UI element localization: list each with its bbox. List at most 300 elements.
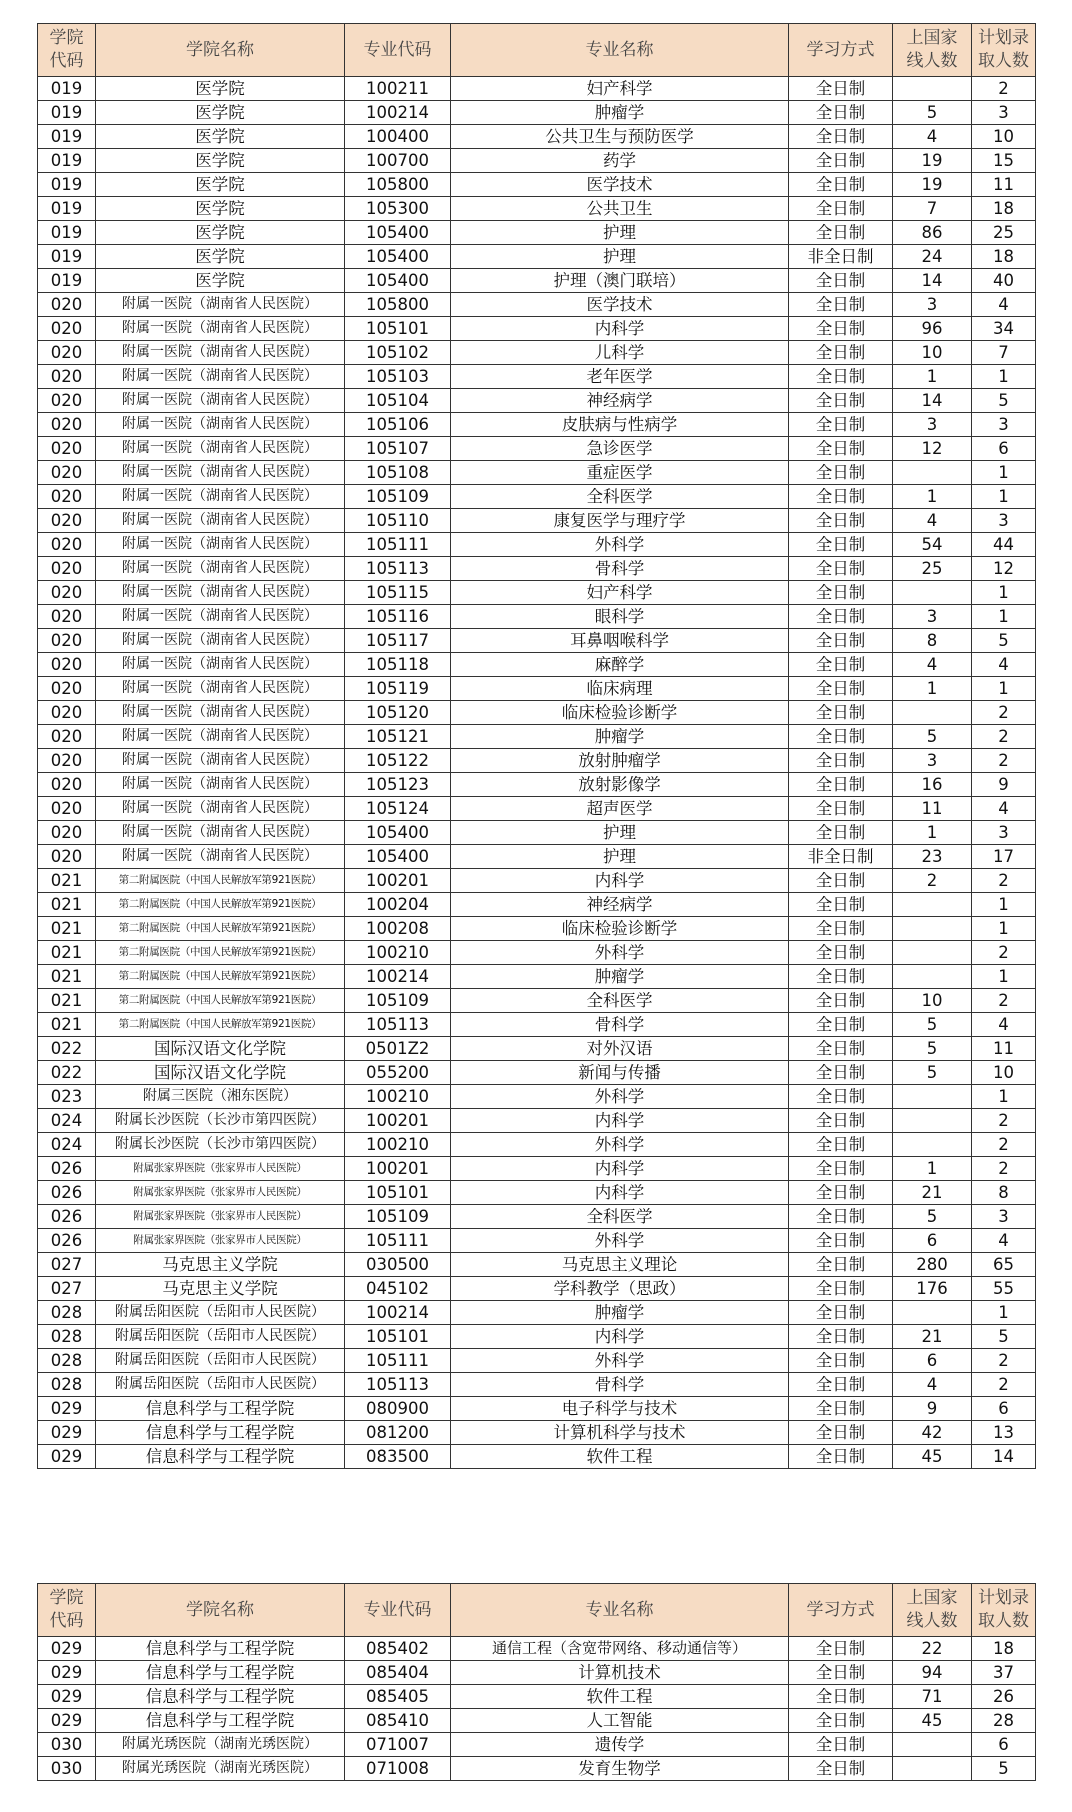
college-name-cell: 附属一医院（湖南省人民医院） <box>96 797 345 821</box>
qualified-count-cell: 22 <box>893 1637 972 1661</box>
plan-count-cell: 15 <box>972 149 1036 173</box>
college-name-cell: 附属一医院（湖南省人民医院） <box>96 749 345 773</box>
enrollment-table-1 <box>37 23 1036 1469</box>
major-code-cell: 105113 <box>345 1013 451 1037</box>
college-name-cell: 附属张家界医院（张家界市人民医院） <box>96 1229 345 1253</box>
college-name-cell: 附属张家界医院（张家界市人民医院） <box>96 1181 345 1205</box>
table-row <box>38 1685 1036 1709</box>
major-code-cell: 105118 <box>345 653 451 677</box>
study-mode-cell: 全日制 <box>789 101 893 125</box>
study-mode-cell: 全日制 <box>789 317 893 341</box>
header-code <box>38 24 96 77</box>
college-code-cell: 020 <box>38 797 96 821</box>
college-code-cell: 020 <box>38 629 96 653</box>
major-name-cell: 内科学 <box>451 317 789 341</box>
major-name-cell: 内科学 <box>451 1109 789 1133</box>
college-code-cell: 020 <box>38 341 96 365</box>
table-row <box>38 1013 1036 1037</box>
college-code-cell: 029 <box>38 1445 96 1469</box>
college-code-cell: 020 <box>38 701 96 725</box>
plan-count-cell: 3 <box>972 509 1036 533</box>
major-name-cell: 老年医学 <box>451 365 789 389</box>
plan-count-cell: 8 <box>972 1181 1036 1205</box>
major-code-cell: 105400 <box>345 245 451 269</box>
major-name-cell: 急诊医学 <box>451 437 789 461</box>
college-name-cell: 医学院 <box>96 149 345 173</box>
major-name-cell: 计算机科学与技术 <box>451 1421 789 1445</box>
major-name-cell: 放射肿瘤学 <box>451 749 789 773</box>
college-name-cell: 附属一医院（湖南省人民医院） <box>96 509 345 533</box>
college-code-cell: 021 <box>38 989 96 1013</box>
table-row <box>38 269 1036 293</box>
college-code-cell: 029 <box>38 1397 96 1421</box>
major-code-cell: 105111 <box>345 1229 451 1253</box>
qualified-count-cell: 3 <box>893 749 972 773</box>
major-code-cell: 105111 <box>345 533 451 557</box>
plan-count-cell: 44 <box>972 533 1036 557</box>
college-code-cell: 021 <box>38 917 96 941</box>
plan-count-cell: 1 <box>972 677 1036 701</box>
table-row <box>38 1037 1036 1061</box>
qualified-count-cell: 5 <box>893 1037 972 1061</box>
major-code-cell: 105104 <box>345 389 451 413</box>
college-code-cell: 029 <box>38 1685 96 1709</box>
study-mode-cell: 全日制 <box>789 1373 893 1397</box>
major-code-cell: 105109 <box>345 989 451 1013</box>
college-code-cell: 021 <box>38 1013 96 1037</box>
study-mode-cell: 全日制 <box>789 1013 893 1037</box>
study-mode-cell: 全日制 <box>789 893 893 917</box>
study-mode-cell: 全日制 <box>789 1109 893 1133</box>
college-name-cell: 附属一医院（湖南省人民医院） <box>96 317 345 341</box>
study-mode-cell: 全日制 <box>789 437 893 461</box>
college-name-cell: 附属一医院（湖南省人民医院） <box>96 845 345 869</box>
major-name-cell: 耳鼻咽喉科学 <box>451 629 789 653</box>
qualified-count-cell <box>893 581 972 605</box>
plan-count-cell: 9 <box>972 773 1036 797</box>
college-name-cell: 附属张家界医院（张家界市人民医院） <box>96 1205 345 1229</box>
study-mode-cell: 全日制 <box>789 341 893 365</box>
study-mode-cell: 全日制 <box>789 965 893 989</box>
college-code-cell: 020 <box>38 509 96 533</box>
study-mode-cell: 全日制 <box>789 1253 893 1277</box>
plan-count-cell: 1 <box>972 893 1036 917</box>
major-name-cell: 临床检验诊断学 <box>451 701 789 725</box>
major-name-cell: 学科教学（思政） <box>451 1277 789 1301</box>
table-row <box>38 1301 1036 1325</box>
plan-count-cell: 2 <box>972 1157 1036 1181</box>
college-name-cell: 第二附属医院（中国人民解放军第921医院） <box>96 989 345 1013</box>
header-label: 上国家 <box>906 28 958 48</box>
table-row <box>38 653 1036 677</box>
table-row <box>38 1349 1036 1373</box>
college-code-cell: 019 <box>38 269 96 293</box>
study-mode-cell: 全日制 <box>789 1637 893 1661</box>
college-code-cell: 023 <box>38 1085 96 1109</box>
qualified-count-cell <box>893 893 972 917</box>
major-name-cell: 全科医学 <box>451 1205 789 1229</box>
major-name-cell: 妇产科学 <box>451 581 789 605</box>
major-name-cell: 对外汉语 <box>451 1037 789 1061</box>
header-label: 取人数 <box>978 1611 1029 1631</box>
college-code-cell: 026 <box>38 1205 96 1229</box>
major-code-cell: 100700 <box>345 149 451 173</box>
college-code-cell: 020 <box>38 653 96 677</box>
qualified-count-cell <box>893 1085 972 1109</box>
major-code-cell: 105300 <box>345 197 451 221</box>
study-mode-cell: 全日制 <box>789 1205 893 1229</box>
plan-count-cell: 65 <box>972 1253 1036 1277</box>
college-code-cell: 024 <box>38 1109 96 1133</box>
table-row <box>38 149 1036 173</box>
college-name-cell: 附属岳阳医院（岳阳市人民医院） <box>96 1373 345 1397</box>
major-name-cell: 外科学 <box>451 1349 789 1373</box>
table-row <box>38 1157 1036 1181</box>
table-row <box>38 1109 1036 1133</box>
major-name-cell: 护理（澳门联培） <box>451 269 789 293</box>
college-name-cell: 附属一医院（湖南省人民医院） <box>96 389 345 413</box>
qualified-count-cell: 176 <box>893 1277 972 1301</box>
qualified-count-cell: 1 <box>893 365 972 389</box>
table-row <box>38 1421 1036 1445</box>
table-row <box>38 1661 1036 1685</box>
major-name-cell: 内科学 <box>451 1325 789 1349</box>
qualified-count-cell: 10 <box>893 989 972 1013</box>
college-name-cell: 医学院 <box>96 101 345 125</box>
qualified-count-cell <box>893 917 972 941</box>
major-code-cell: 100210 <box>345 1085 451 1109</box>
qualified-count-cell <box>893 965 972 989</box>
college-name-cell: 附属光琇医院（湖南光琇医院） <box>96 1757 345 1781</box>
plan-count-cell: 1 <box>972 485 1036 509</box>
college-name-cell: 第二附属医院（中国人民解放军第921医院） <box>96 917 345 941</box>
qualified-count-cell: 45 <box>893 1445 972 1469</box>
major-code-cell: 105113 <box>345 557 451 581</box>
major-name-cell: 妇产科学 <box>451 77 789 101</box>
college-name-cell: 第二附属医院（中国人民解放军第921医院） <box>96 893 345 917</box>
major-code-cell: 100204 <box>345 893 451 917</box>
header-label: 代码 <box>49 1611 84 1631</box>
plan-count-cell: 2 <box>972 869 1036 893</box>
qualified-count-cell: 10 <box>893 341 972 365</box>
major-code-cell: 100210 <box>345 1133 451 1157</box>
plan-count-cell: 4 <box>972 797 1036 821</box>
major-name-cell: 放射影像学 <box>451 773 789 797</box>
plan-count-cell: 3 <box>972 413 1036 437</box>
major-name-cell: 内科学 <box>451 1157 789 1181</box>
college-code-cell: 020 <box>38 533 96 557</box>
major-name-cell: 内科学 <box>451 869 789 893</box>
major-code-cell: 105800 <box>345 293 451 317</box>
college-name-cell: 附属一医院（湖南省人民医院） <box>96 293 345 317</box>
qualified-count-cell: 19 <box>893 173 972 197</box>
plan-count-cell: 1 <box>972 965 1036 989</box>
major-code-cell: 085404 <box>345 1661 451 1685</box>
plan-count-cell: 2 <box>972 941 1036 965</box>
plan-count-cell: 10 <box>972 1061 1036 1085</box>
table-row <box>38 1757 1036 1781</box>
study-mode-cell: 全日制 <box>789 1661 893 1685</box>
study-mode-cell: 全日制 <box>789 1277 893 1301</box>
college-name-cell: 附属长沙医院（长沙市第四医院） <box>96 1133 345 1157</box>
study-mode-cell: 全日制 <box>789 1685 893 1709</box>
college-name-cell: 医学院 <box>96 173 345 197</box>
plan-count-cell: 1 <box>972 917 1036 941</box>
college-name-cell: 附属岳阳医院（岳阳市人民医院） <box>96 1301 345 1325</box>
college-name-cell: 信息科学与工程学院 <box>96 1637 345 1661</box>
college-name-cell: 附属一医院（湖南省人民医院） <box>96 677 345 701</box>
plan-count-cell: 7 <box>972 341 1036 365</box>
study-mode-cell: 非全日制 <box>789 245 893 269</box>
plan-count-cell: 2 <box>972 1373 1036 1397</box>
study-mode-cell: 全日制 <box>789 917 893 941</box>
qualified-count-cell: 71 <box>893 1685 972 1709</box>
college-name-cell: 第二附属医院（中国人民解放军第921医院） <box>96 869 345 893</box>
major-name-cell: 外科学 <box>451 1085 789 1109</box>
header-code <box>38 1584 96 1637</box>
header-qualified <box>893 1584 972 1637</box>
college-code-cell: 020 <box>38 461 96 485</box>
study-mode-cell: 全日制 <box>789 749 893 773</box>
plan-count-cell: 12 <box>972 557 1036 581</box>
college-name-cell: 附属一医院（湖南省人民医院） <box>96 437 345 461</box>
major-code-cell: 071008 <box>345 1757 451 1781</box>
qualified-count-cell: 2 <box>893 869 972 893</box>
college-name-cell: 附属一医院（湖南省人民医院） <box>96 557 345 581</box>
header-label: 学院 <box>49 28 84 48</box>
study-mode-cell: 全日制 <box>789 1397 893 1421</box>
qualified-count-cell: 4 <box>893 1373 972 1397</box>
college-code-cell: 020 <box>38 605 96 629</box>
major-name-cell: 护理 <box>451 245 789 269</box>
table-body <box>38 77 1036 1469</box>
major-code-cell: 105117 <box>345 629 451 653</box>
plan-count-cell: 6 <box>972 437 1036 461</box>
major-name-cell: 重症医学 <box>451 461 789 485</box>
qualified-count-cell <box>893 1757 972 1781</box>
major-name-cell: 骨科学 <box>451 557 789 581</box>
qualified-count-cell: 14 <box>893 389 972 413</box>
table-row <box>38 1253 1036 1277</box>
major-code-cell: 080900 <box>345 1397 451 1421</box>
study-mode-cell: 全日制 <box>789 1325 893 1349</box>
qualified-count-cell: 5 <box>893 1205 972 1229</box>
major-code-cell: 083500 <box>345 1445 451 1469</box>
qualified-count-cell <box>893 461 972 485</box>
major-name-cell: 外科学 <box>451 533 789 557</box>
plan-count-cell: 3 <box>972 1205 1036 1229</box>
table-row <box>38 365 1036 389</box>
study-mode-cell: 全日制 <box>789 989 893 1013</box>
qualified-count-cell: 16 <box>893 773 972 797</box>
major-name-cell: 护理 <box>451 221 789 245</box>
qualified-count-cell: 6 <box>893 1229 972 1253</box>
study-mode-cell: 全日制 <box>789 1445 893 1469</box>
major-name-cell: 眼科学 <box>451 605 789 629</box>
college-name-cell: 附属一医院（湖南省人民医院） <box>96 605 345 629</box>
major-name-cell: 遗传学 <box>451 1733 789 1757</box>
plan-count-cell: 28 <box>972 1709 1036 1733</box>
table-row <box>38 125 1036 149</box>
qualified-count-cell: 96 <box>893 317 972 341</box>
college-name-cell: 附属岳阳医院（岳阳市人民医院） <box>96 1349 345 1373</box>
plan-count-cell: 1 <box>972 1085 1036 1109</box>
study-mode-cell: 全日制 <box>789 389 893 413</box>
table-row <box>38 197 1036 221</box>
table-row <box>38 1229 1036 1253</box>
qualified-count-cell: 4 <box>893 653 972 677</box>
plan-count-cell: 40 <box>972 269 1036 293</box>
major-code-cell: 105108 <box>345 461 451 485</box>
college-name-cell: 附属张家界医院（张家界市人民医院） <box>96 1157 345 1181</box>
major-name-cell: 骨科学 <box>451 1013 789 1037</box>
qualified-count-cell: 4 <box>893 125 972 149</box>
study-mode-cell: 全日制 <box>789 581 893 605</box>
qualified-count-cell: 7 <box>893 197 972 221</box>
major-code-cell: 105800 <box>345 173 451 197</box>
college-code-cell: 020 <box>38 437 96 461</box>
college-code-cell: 020 <box>38 581 96 605</box>
qualified-count-cell: 5 <box>893 725 972 749</box>
college-name-cell: 医学院 <box>96 245 345 269</box>
major-code-cell: 105121 <box>345 725 451 749</box>
table-row <box>38 581 1036 605</box>
major-code-cell: 105102 <box>345 341 451 365</box>
major-name-cell: 肿瘤学 <box>451 725 789 749</box>
header-major_code <box>345 1584 451 1637</box>
major-name-cell: 全科医学 <box>451 485 789 509</box>
study-mode-cell: 全日制 <box>789 485 893 509</box>
college-code-cell: 020 <box>38 821 96 845</box>
table-row <box>38 701 1036 725</box>
major-code-cell: 100210 <box>345 941 451 965</box>
qualified-count-cell <box>893 701 972 725</box>
qualified-count-cell: 6 <box>893 1349 972 1373</box>
table-row <box>38 413 1036 437</box>
plan-count-cell: 34 <box>972 317 1036 341</box>
plan-count-cell: 1 <box>972 461 1036 485</box>
plan-count-cell: 10 <box>972 125 1036 149</box>
header-school <box>96 24 345 77</box>
header-mode <box>789 24 893 77</box>
table-row <box>38 461 1036 485</box>
college-code-cell: 019 <box>38 101 96 125</box>
major-name-cell: 护理 <box>451 845 789 869</box>
college-name-cell: 附属光琇医院（湖南光琇医院） <box>96 1733 345 1757</box>
college-name-cell: 附属一医院（湖南省人民医院） <box>96 773 345 797</box>
header-label: 学院名称 <box>186 1599 254 1620</box>
major-code-cell: 105400 <box>345 821 451 845</box>
college-name-cell: 附属长沙医院（长沙市第四医院） <box>96 1109 345 1133</box>
major-name-cell: 医学技术 <box>451 173 789 197</box>
qualified-count-cell: 45 <box>893 1709 972 1733</box>
college-code-cell: 021 <box>38 941 96 965</box>
study-mode-cell: 全日制 <box>789 629 893 653</box>
study-mode-cell: 全日制 <box>789 941 893 965</box>
study-mode-cell: 全日制 <box>789 1301 893 1325</box>
table-row <box>38 1637 1036 1661</box>
plan-count-cell: 37 <box>972 1661 1036 1685</box>
qualified-count-cell: 24 <box>893 245 972 269</box>
table-row <box>38 1181 1036 1205</box>
college-name-cell: 附属一医院（湖南省人民医院） <box>96 533 345 557</box>
table-row <box>38 557 1036 581</box>
table-row <box>38 317 1036 341</box>
college-code-cell: 026 <box>38 1181 96 1205</box>
major-code-cell: 030500 <box>345 1253 451 1277</box>
college-code-cell: 028 <box>38 1349 96 1373</box>
major-code-cell: 105123 <box>345 773 451 797</box>
college-code-cell: 022 <box>38 1037 96 1061</box>
header-qualified <box>893 24 972 77</box>
table-row <box>38 845 1036 869</box>
major-code-cell: 081200 <box>345 1421 451 1445</box>
college-name-cell: 附属一医院（湖南省人民医院） <box>96 341 345 365</box>
college-code-cell: 020 <box>38 389 96 413</box>
study-mode-cell: 全日制 <box>789 1421 893 1445</box>
major-name-cell: 计算机技术 <box>451 1661 789 1685</box>
major-code-cell: 085405 <box>345 1685 451 1709</box>
major-code-cell: 105101 <box>345 317 451 341</box>
plan-count-cell: 2 <box>972 77 1036 101</box>
qualified-count-cell: 1 <box>893 485 972 509</box>
college-code-cell: 022 <box>38 1061 96 1085</box>
study-mode-cell: 全日制 <box>789 677 893 701</box>
college-code-cell: 020 <box>38 677 96 701</box>
plan-count-cell: 25 <box>972 221 1036 245</box>
major-name-cell: 皮肤病与性病学 <box>451 413 789 437</box>
major-name-cell: 公共卫生 <box>451 197 789 221</box>
header-label: 取人数 <box>978 51 1029 71</box>
table-body <box>38 1637 1036 1781</box>
college-code-cell: 019 <box>38 221 96 245</box>
college-name-cell: 马克思主义学院 <box>96 1277 345 1301</box>
college-name-cell: 医学院 <box>96 197 345 221</box>
qualified-count-cell: 1 <box>893 1157 972 1181</box>
study-mode-cell: 全日制 <box>789 1757 893 1781</box>
college-name-cell: 信息科学与工程学院 <box>96 1685 345 1709</box>
major-name-cell: 全科医学 <box>451 989 789 1013</box>
table-row <box>38 101 1036 125</box>
study-mode-cell: 全日制 <box>789 725 893 749</box>
table-row <box>38 173 1036 197</box>
header-label: 专业名称 <box>585 1599 654 1620</box>
major-code-cell: 105101 <box>345 1325 451 1349</box>
major-name-cell: 医学技术 <box>451 293 789 317</box>
major-code-cell: 100214 <box>345 101 451 125</box>
college-name-cell: 信息科学与工程学院 <box>96 1709 345 1733</box>
college-name-cell: 国际汉语文化学院 <box>96 1061 345 1085</box>
table-row <box>38 605 1036 629</box>
table-row <box>38 1085 1036 1109</box>
study-mode-cell: 全日制 <box>789 1733 893 1757</box>
table-row <box>38 77 1036 101</box>
table-row <box>38 797 1036 821</box>
major-name-cell: 公共卫生与预防医学 <box>451 125 789 149</box>
major-name-cell: 肿瘤学 <box>451 1301 789 1325</box>
plan-count-cell: 3 <box>972 821 1036 845</box>
college-name-cell: 信息科学与工程学院 <box>96 1397 345 1421</box>
study-mode-cell: 全日制 <box>789 149 893 173</box>
college-code-cell: 020 <box>38 317 96 341</box>
major-code-cell: 105115 <box>345 581 451 605</box>
major-code-cell: 105107 <box>345 437 451 461</box>
study-mode-cell: 全日制 <box>789 869 893 893</box>
plan-count-cell: 1 <box>972 605 1036 629</box>
college-name-cell: 附属一医院（湖南省人民医院） <box>96 461 345 485</box>
study-mode-cell: 全日制 <box>789 1037 893 1061</box>
major-code-cell: 100214 <box>345 1301 451 1325</box>
